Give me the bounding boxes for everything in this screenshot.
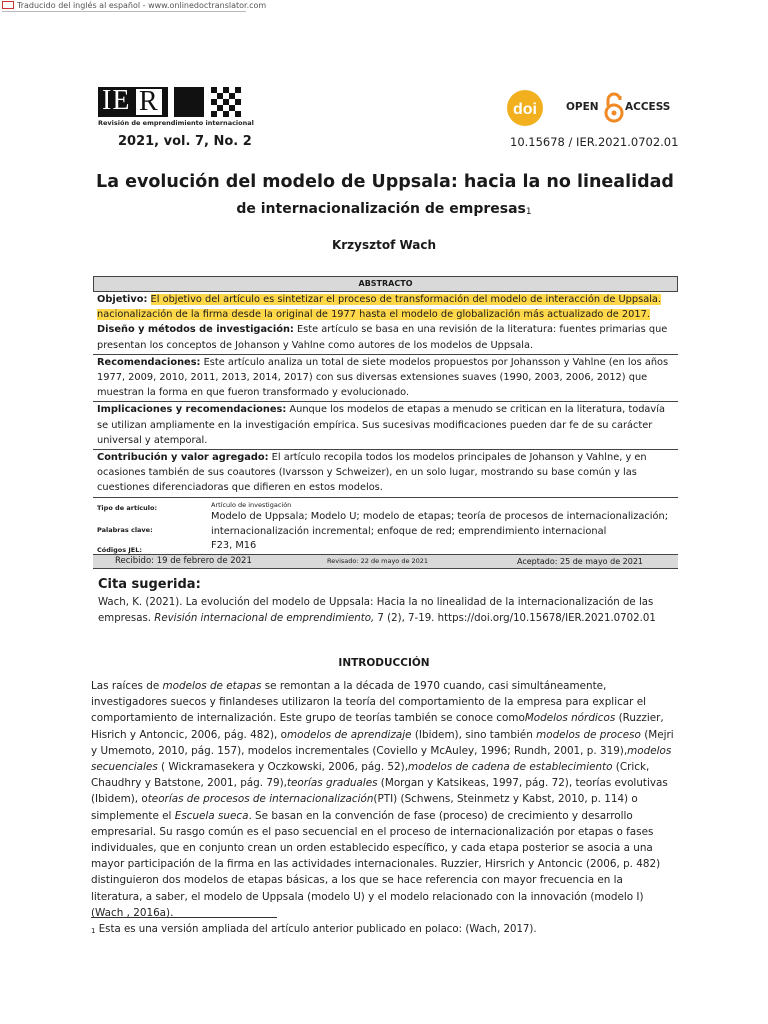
ier-logo-ie-block: IE <box>98 87 168 117</box>
abstract-recommendations-row <box>93 355 678 403</box>
design-label: Diseño y métodos de investigación: <box>97 324 294 336</box>
implications-text: Aunque los modelos de etapas a menudo se critican en la literatura, todavía se utilizan ampliamente en la investigación empírica. Sus sucesivas modificaciones pueden dar fe de su carácter universal y atemporal. <box>97 404 665 446</box>
open-access-text-1: OPEN <box>566 101 599 113</box>
contribution-label: Contribución y valor agregado: <box>97 452 269 464</box>
title-footnote-mark: 1 <box>525 207 532 217</box>
objective-text: El objetivo del artículo es sintetizar el proceso de transformación del modelo de interacción de Uppsala. nacionalización de la firma desde la original de 1977 hasta el modelo de globalización más actualizado de 2017. <box>97 294 662 321</box>
abstract-objective-row <box>93 292 678 355</box>
jel-value: F23, M16 <box>211 539 257 551</box>
footnote-mark: 1 <box>91 927 96 935</box>
translator-icon <box>2 1 14 9</box>
keywords-line1: Modelo de Uppsala; Modelo U; modelo de etapas; teoría de procesos de internacionalización; <box>211 510 669 522</box>
ier-logo-black-square <box>174 87 204 117</box>
recommendations-label: Recomendaciones: <box>97 356 201 368</box>
translator-divider <box>2 11 246 12</box>
citation-doi-link[interactable]: 7 (2), 7-19. https://doi.org/10.15678/IER.2021.0702.01 <box>374 612 656 624</box>
ier-logo-checker-icon <box>211 87 241 117</box>
footnote-text: Esta es una versión ampliada del artículo anterior publicado en polaco: (Wach, 2017). <box>98 924 537 935</box>
section-heading-introduction: INTRODUCCIÓN <box>338 657 430 669</box>
accepted-date: Aceptado: 25 de mayo de 2021 <box>517 556 644 566</box>
issue-info: 2021, vol. 7, No. 2 <box>118 134 252 149</box>
ier-logo-r-block: R <box>136 89 162 115</box>
citation-heading: Cita sugerida: <box>98 577 201 592</box>
article-type-label: Tipo de artículo: <box>97 503 158 512</box>
article-title: La evolución del modelo de Uppsala: hacia la no linealidad <box>96 172 674 192</box>
article-type-value: Artículo de investigación <box>211 500 292 509</box>
received-date: Recibido: 19 de febrero de 2021 <box>115 555 252 566</box>
open-access-logo[interactable] <box>566 92 674 126</box>
doi-logo-icon[interactable] <box>506 89 544 127</box>
introduction-paragraph: Las raíces de modelos de etapas se remontan a la década de 1970 cuando, casi simultáneamente, investigadores suecos y finlandeses utilizaron la teoría del comportamiento de la empresa para explicar el comportamiento de internalización. Este grupo de teorías también se conoce comoModelos nórdicos (Ruzzier, Hisrich y Antoncic, 2006, pág. 482), omodelos de aprendizaje (Ibidem), sino también modelos de proceso (Mejri y Umemoto, 2010, pág. 157), modelos incrementales (Coviello y McAuley, 1996; Rundh, 2001, p. 319),modelos secuenciales ( Wickramasekera y Oczkowski, 2006, pág. 52),modelos de cadena de establecimiento (Crick, Chaudhry y Batstone, 2001, pág. 79),teorías graduales (Morgan y Katsikeas, 1997, pág. 72), teorías evolutivas (Ibidem), oteorías de procesos de internacionalización(PTI) (Schwens, Steinmetz y Kabst, 2010, p. 114) o simplemente el Escuela sueca. Se basan en la convención de fase (proceso) de crecimiento y desarrollo empresarial. Su rasgo común es el paso secuencial en el proceso de internacionalización por etapas o fases individuales, que en conjunto crean un orden establecido específico, y cada etapa posterior se asocia a una mayor participación de la firma en las actividades internacionales. Ruzzier, Hirsrich y Antoncic (2006, p. 482) distinguieron dos modelos de etapas básicas, a los que se hace referencia con mayor frecuencia en la literatura, a saber, el modelo de Uppsala (modelo U) y el modelo relacionado con la innovación (modelo I) (Wach , 2016a). <box>91 680 674 919</box>
open-lock-icon <box>602 92 626 124</box>
article-title-line2: de internacionalización de empresas$^1$ <box>236 201 532 217</box>
open-access-text-2: ACCESS <box>625 101 671 113</box>
translator-banner[interactable] <box>0 0 266 10</box>
article-metadata <box>93 498 678 555</box>
doi-number[interactable]: 10.15678 / IER.2021.0702.01 <box>510 135 679 149</box>
translator-note: Traducido del inglés al español - www.onlinedoctranslator.com <box>17 0 267 10</box>
keywords-line2: internacionalización incremental; enfoque de red; emprendimiento internacional <box>211 525 607 537</box>
keywords-label: Palabras clave: <box>97 525 153 534</box>
contribution-text: El artículo recopila todos los modelos principales de Johanson y Vahlne, y en ocasiones también de sus coautores (Ivarsson y Schweizer), en un solo lugar, mostrando su base común y las cuestiones diferenciadoras que difieren en estos modelos. <box>97 452 647 494</box>
journal-subtitle: Revisión de emprendimiento internacional <box>98 119 254 127</box>
abstract-contribution-row <box>93 450 678 498</box>
recommendations-text: Este artículo analiza un total de siete modelos propuestos por Johansson y Vahlne (en los años 1977, 2009, 2010, 2011, 2013, 2014, 2017) con sus diversas extensiones suaves (1990, 2003, 2006, 2012) que muestran la forma en que fueron transformado y evolucionado. <box>97 356 669 399</box>
article-dates-bar <box>93 555 678 569</box>
author-name: Krzysztof Wach <box>331 238 437 252</box>
revised-date: Revisado: 22 de mayo de 2021 <box>327 556 429 565</box>
jel-label: Códigos JEL: <box>97 545 142 554</box>
citation-text: Wach, K. (2021). La evolución del modelo de Uppsala: Hacia la no linealidad de la internacionalización de las empresas. Revisión internacional de emprendimiento, 7 (2), 7-19. https://doi.org/10.15678/IER.2021.0702.01 <box>98 597 656 624</box>
footnote-divider <box>91 917 277 918</box>
citation-journal: Revisión internacional de emprendimiento, <box>154 612 375 624</box>
implications-label: Implicaciones y recomendaciones: <box>97 404 287 416</box>
doi-logo-text: doi <box>513 101 537 118</box>
footnote <box>91 924 537 935</box>
abstract-implications-row <box>93 402 678 450</box>
abstract-table <box>93 276 678 569</box>
design-text: Este artículo se basa en una revisión de la literatura: fuentes primarias que presentan los conceptos de Johanson y Vahlne como autores de los modelos de Uppsala. <box>97 324 668 351</box>
objective-label: Objetivo: <box>97 294 148 305</box>
abstract-header: ABSTRACTO <box>93 276 678 292</box>
